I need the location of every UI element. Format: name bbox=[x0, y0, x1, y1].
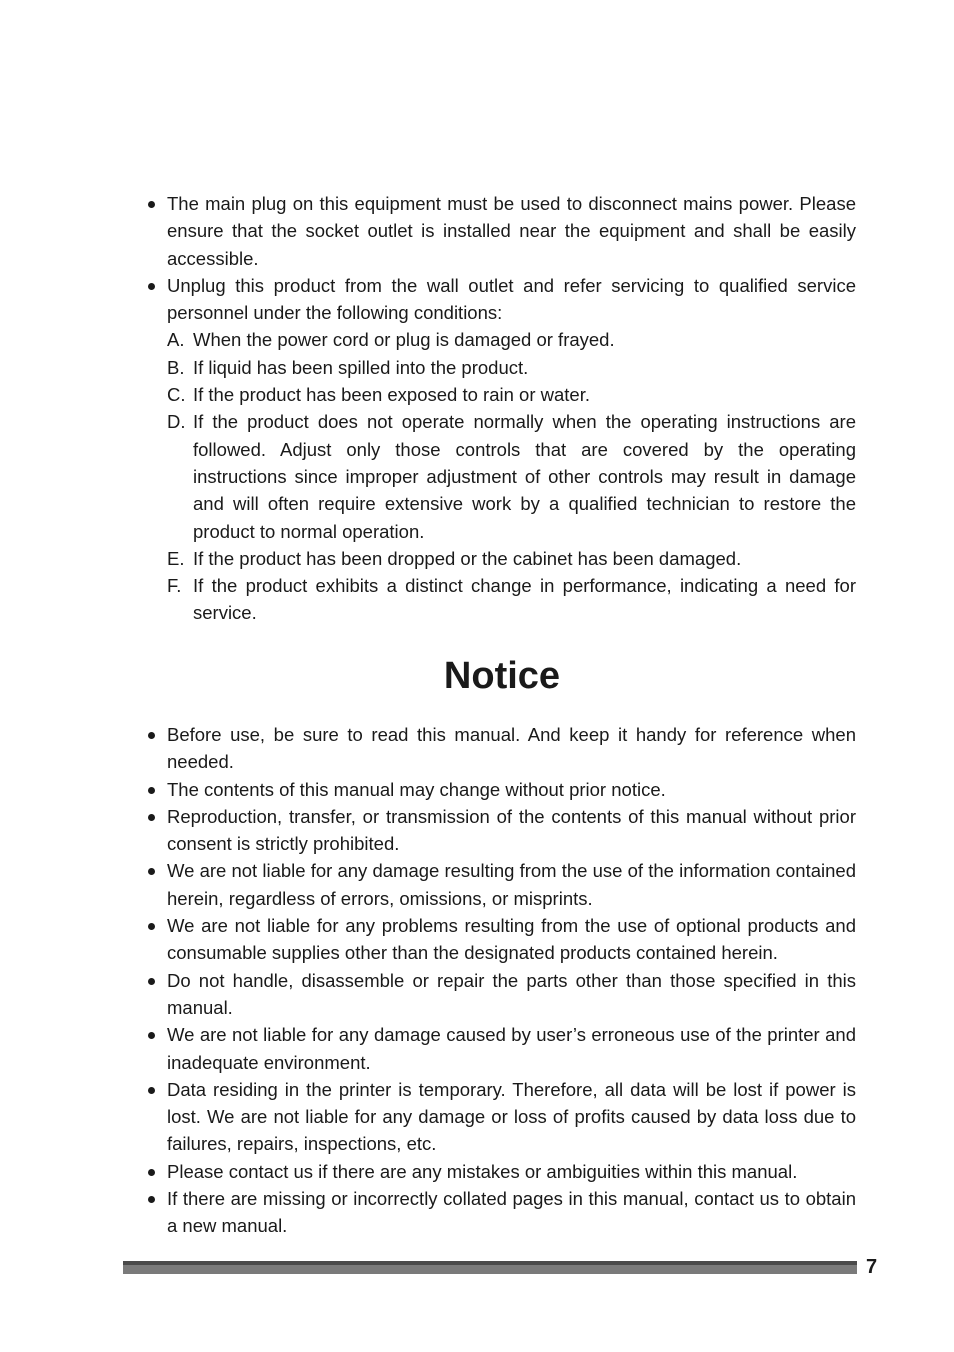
list-item bbox=[148, 857, 856, 912]
list-item-text: Unplug this product from the wall outlet and refer servicing to qualified service personnel under the following conditions: bbox=[167, 274, 856, 324]
section-title: Notice bbox=[443, 655, 561, 697]
bullet-icon bbox=[148, 732, 155, 739]
bullet-icon bbox=[148, 923, 155, 930]
list-item bbox=[148, 721, 856, 776]
bullet-icon bbox=[148, 1196, 155, 1203]
condition-text: If the product exhibits a distinct change in performance, indicating a need for service. bbox=[193, 575, 856, 624]
safety-list bbox=[148, 190, 856, 627]
list-item-text: Before use, be sure to read this manual. And keep it handy for reference when needed. bbox=[167, 724, 856, 773]
condition-item bbox=[167, 408, 856, 544]
conditions-list bbox=[167, 326, 856, 626]
condition-text: If the product does not operate normally when the operating instructions are followed. Adjust only those controls that are covered by the operating instructions since improper adjustment of other controls may result in damage and will often require extensive work by a qualified technician to restore the product to normal operation. bbox=[193, 411, 856, 542]
bullet-icon bbox=[148, 787, 155, 794]
condition-item bbox=[167, 572, 856, 627]
list-item-text: The main plug on this equipment must be used to disconnect mains power. Please ensure that the socket outlet is installed near the equipment and shall be easily accessible. bbox=[167, 193, 856, 269]
bullet-icon bbox=[148, 201, 155, 208]
list-item-text: We are not liable for any damage resulting from the use of the information contained herein, regardless of errors, omissions, or misprints. bbox=[167, 860, 856, 909]
list-item bbox=[148, 272, 856, 627]
list-item-text: We are not liable for any damage caused by user’s erroneous use of the printer and inadequate environment. bbox=[167, 1024, 856, 1073]
bullet-icon bbox=[148, 814, 155, 821]
list-item-text: Data residing in the printer is temporary. Therefore, all data will be lost if power is lost. We are not liable for any damage or loss of profits caused by data loss due to failures, repairs, inspections, etc. bbox=[167, 1078, 856, 1155]
list-item-text: Reproduction, transfer, or transmission of the contents of this manual without prior consent is strictly prohibited. bbox=[167, 805, 856, 855]
bullet-icon bbox=[148, 1169, 155, 1176]
list-item bbox=[148, 776, 856, 803]
list-item-text: Please contact us if there are any mistakes or ambiguities within this manual. bbox=[167, 1160, 798, 1182]
list-item bbox=[148, 1185, 856, 1240]
list-item-text: We are not liable for any problems resulting from the use of optional products and consumable supplies other than the designated products contained herein. bbox=[167, 915, 856, 964]
list-item-text: The contents of this manual may change without prior notice. bbox=[167, 778, 666, 800]
condition-letter: F. bbox=[167, 575, 182, 597]
safety-section bbox=[148, 190, 856, 627]
condition-letter: C. bbox=[167, 384, 186, 406]
list-item bbox=[148, 190, 856, 272]
list-item bbox=[148, 1158, 856, 1185]
condition-text: When the power cord or plug is damaged or frayed. bbox=[193, 329, 615, 351]
bullet-icon bbox=[148, 978, 155, 985]
condition-letter: B. bbox=[167, 356, 185, 378]
condition-item bbox=[167, 381, 856, 408]
condition-item bbox=[167, 326, 856, 353]
bullet-icon bbox=[148, 283, 155, 290]
condition-item bbox=[167, 545, 856, 572]
condition-text: If the product has been exposed to rain or water. bbox=[193, 384, 590, 406]
condition-text: If liquid has been spilled into the product. bbox=[193, 356, 529, 378]
page-number: 7 bbox=[866, 1256, 878, 1278]
list-item bbox=[148, 803, 856, 858]
bullet-icon bbox=[148, 1087, 155, 1094]
list-item-text: Do not handle, disassemble or repair the parts other than those specified in this manual. bbox=[167, 969, 856, 1018]
list-item bbox=[148, 912, 856, 967]
condition-letter: D. bbox=[167, 411, 186, 433]
footer-rule-accent bbox=[123, 1261, 857, 1265]
notice-list bbox=[148, 721, 856, 1240]
list-item bbox=[148, 1076, 856, 1158]
condition-item bbox=[167, 354, 856, 381]
bullet-icon bbox=[148, 1032, 155, 1039]
bullet-icon bbox=[148, 868, 155, 875]
condition-letter: A. bbox=[167, 329, 185, 351]
list-item bbox=[148, 1021, 856, 1076]
notice-section bbox=[148, 721, 856, 1240]
condition-letter: E. bbox=[167, 547, 185, 569]
list-item bbox=[148, 967, 856, 1022]
condition-text: If the product has been dropped or the cabinet has been damaged. bbox=[193, 547, 742, 569]
list-item-text: If there are missing or incorrectly collated pages in this manual, contact us to obtain a new manual. bbox=[167, 1188, 856, 1237]
